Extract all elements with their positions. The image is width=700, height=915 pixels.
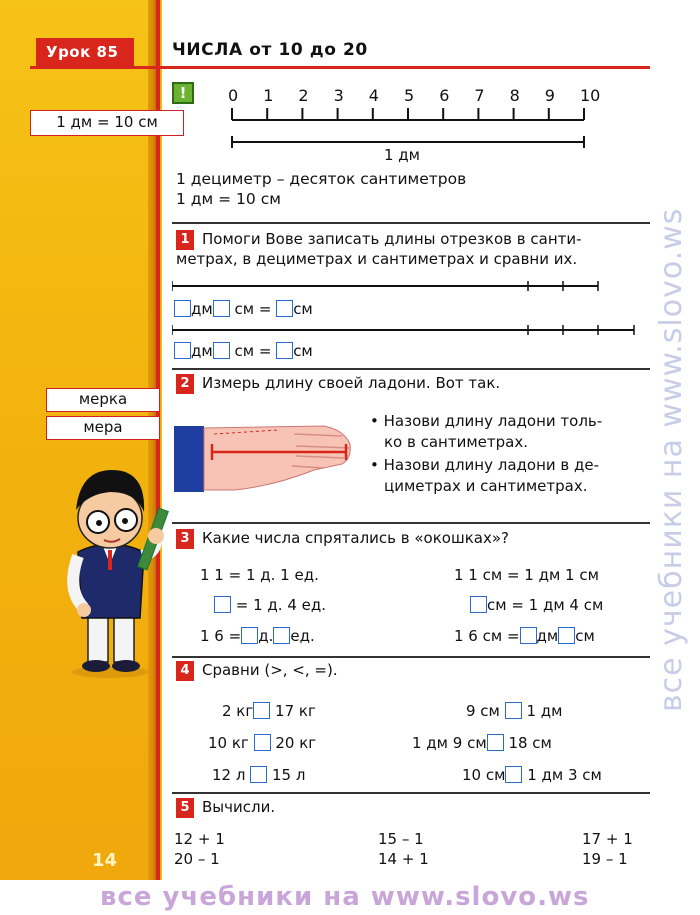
answer-box[interactable]	[558, 627, 575, 644]
ruler-number: 0	[228, 86, 239, 105]
task2-number: 2	[176, 374, 194, 394]
compare-row-3-right: 10 см 1 дм 3 см	[462, 766, 602, 784]
task3-left-1: 1 1 = 1 д. 1 ед.	[200, 566, 319, 584]
compare-row-3-left: 12 л 15 л	[212, 766, 306, 784]
task3-left-3: 1 6 = д. ед.	[200, 627, 315, 645]
task4-text: Сравни (>, <, =).	[202, 661, 338, 679]
task1-separator	[172, 222, 650, 224]
answer-box[interactable]	[213, 342, 230, 359]
calc-1b: 20 – 1	[174, 850, 220, 868]
answer-box[interactable]	[250, 766, 267, 783]
calc-3a: 17 + 1	[582, 830, 633, 848]
ruler-number: 2	[298, 86, 309, 105]
watermark-vertical: все учебники на www.slovo.ws	[654, 207, 689, 713]
task3-right-3: 1 6 см = дм см	[454, 627, 595, 645]
task4-separator	[172, 656, 650, 658]
ruler-number: 1	[263, 86, 274, 105]
answer-box[interactable]	[276, 342, 293, 359]
lesson-label: Урок 85	[36, 38, 134, 66]
watermark-bottom: все учебники на www.slovo.ws	[100, 882, 590, 912]
task1-text-2: метрах, в дециметрах и сантиметрах и сравни их.	[176, 250, 578, 268]
task3-right-1: 1 1 см = 1 дм 1 см	[454, 566, 599, 584]
task5-number: 5	[176, 798, 194, 818]
calc-2a: 15 – 1	[378, 830, 424, 848]
answer-box[interactable]	[253, 702, 270, 719]
answer-box[interactable]	[254, 734, 271, 751]
answer-box[interactable]	[505, 702, 522, 719]
task2-bullet-2b: циметрах и сантиметрах.	[384, 477, 588, 495]
answer-box[interactable]	[487, 734, 504, 751]
task1-text-1: Помоги Вове записать длины отрезков в санти-	[202, 230, 582, 248]
definition-line-2: 1 дм = 10 см	[176, 190, 281, 208]
task3-left-2: = 1 д. 4 ед.	[214, 596, 326, 614]
answer-box[interactable]	[470, 596, 487, 613]
page-title: ЧИСЛА от 10 до 20	[172, 40, 368, 60]
task3-text: Какие числа спрятались в «окошках»?	[202, 529, 509, 547]
task2-text: Измерь длину своей ладони. Вот так.	[202, 374, 501, 392]
task3-separator	[172, 522, 650, 524]
task4-number: 4	[176, 661, 194, 681]
calc-1a: 12 + 1	[174, 830, 225, 848]
answer-box[interactable]	[505, 766, 522, 783]
page-number: 14	[92, 850, 118, 871]
calc-2b: 14 + 1	[378, 850, 429, 868]
answer-box[interactable]	[273, 627, 290, 644]
task5-separator	[172, 792, 650, 794]
merka-label: мерка	[46, 388, 160, 412]
hand-measure-illustration	[174, 404, 356, 496]
task2-bullet-1b: ко в сантиметрах.	[384, 433, 528, 451]
answer-box[interactable]	[214, 596, 231, 613]
compare-row-2-right: 1 дм 9 см 18 см	[412, 734, 552, 752]
boy-illustration	[40, 440, 170, 680]
answer-box[interactable]	[276, 300, 293, 317]
ruler-number: 7	[474, 86, 485, 105]
compare-row-1-right: 9 см 1 дм	[466, 702, 563, 720]
answer-box[interactable]	[213, 300, 230, 317]
compare-row-2-left: 10 кг 20 кг	[208, 734, 317, 752]
header-red-line	[30, 66, 650, 69]
ruler-number: 3	[333, 86, 344, 105]
ruler-number: 10	[580, 86, 601, 105]
task3-right-2: см = 1 дм 4 см	[470, 596, 603, 614]
compare-row-1-left: 2 кг 17 кг	[222, 702, 316, 720]
ruler-number: 6	[439, 86, 450, 105]
ruler-number: 8	[509, 86, 520, 105]
task5-text: Вычисли.	[202, 798, 276, 816]
ruler-number: 5	[404, 86, 415, 105]
info-icon: !	[172, 82, 194, 104]
answer-box[interactable]	[241, 627, 258, 644]
dm-definition-box: 1 дм = 10 см	[30, 110, 184, 136]
mera-label: мера	[46, 416, 160, 440]
answer-box[interactable]	[174, 300, 191, 317]
ruler-number: 9	[544, 86, 555, 105]
task1-number: 1	[176, 230, 194, 250]
answer-box[interactable]	[520, 627, 537, 644]
task1-answer-row-1: дм см = см	[174, 300, 313, 318]
answer-box[interactable]	[174, 342, 191, 359]
task2-bullet-1a: • Назови длину ладони толь-	[370, 412, 603, 430]
task2-bullet-2a: • Назови длину ладони в де-	[370, 456, 600, 474]
task2-separator	[172, 368, 650, 370]
task1-answer-row-2: дм см = см	[174, 342, 313, 360]
calc-3b: 19 – 1	[582, 850, 628, 868]
ruler-label: 1 дм	[384, 146, 420, 164]
task3-number: 3	[176, 529, 194, 549]
ruler-number: 4	[368, 86, 379, 105]
definition-line-1: 1 дециметр – десяток сантиметров	[176, 170, 467, 188]
